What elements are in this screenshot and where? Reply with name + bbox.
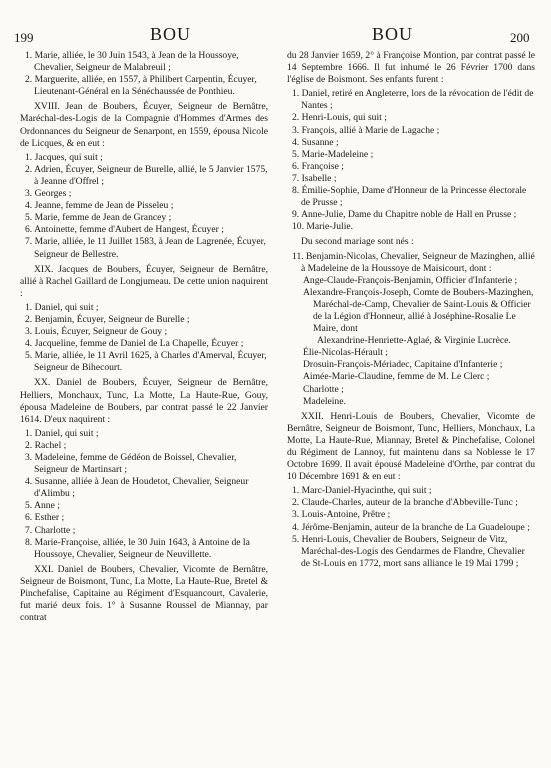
list-item: 1. Marc-Daniel-Hyacinthe, qui suit ; xyxy=(292,485,432,497)
list-item: 2. Rachel ; xyxy=(25,439,67,451)
list-item: 1. Daniel, retiré en Angleterre, lors de la révocation de l'édit de Nantes ; xyxy=(292,88,534,112)
list-item: 7. Marie, alliée, le 11 Juillet 1583, à Jean de Lagrenée, Écuyer, Seigneur de Bellestre. xyxy=(25,236,266,260)
list-item: Ange-Claude-François-Benjamin, Officier d'Infanterie ; xyxy=(303,274,518,286)
list-item: 4. Jeanne, femme de Jean de Pisseleu ; xyxy=(25,200,174,212)
list-item: 5. Henri-Louis, Chevalier de Boubers, Seigneur de Vitz, Maréchal-des-Logis des Gendarmes de Flandre, Chevalier de St-Louis en 1772, mort sans alliance le 19 Mai 1799 ; xyxy=(292,533,525,569)
list-item: 6. Françoise ; xyxy=(292,160,344,172)
list-item: 11. Benjamin-Nicolas, Chevalier, Seigneur de Mazinghen, allié à Madeleine de la Houssoye de Maisicourt, dont : xyxy=(292,250,535,274)
list-item: 1. Daniel, qui suit ; xyxy=(25,427,99,439)
children-list-xxii xyxy=(287,485,535,570)
list-item: Drosuin-François-Mériadec, Capitaine d'Infanterie ; xyxy=(303,359,503,371)
paragraph-xxii: XXII. Henri-Louis de Boubers, Chevalier, Vicomte de Bernâtre, Seigneur de Boismont, Tunc, Helliers, Monchaux, La Motte, La Haute-Rue, Miannay, Bretel & Pinchefalise, Colonel du Régiment de Lannoy, fut maintenu dans sa Noblesse le 17 Octobre 1699. Il avait épousé Madeleine d'Orthe, par contrat du 10 Décembre 1691 & en eut : xyxy=(287,410,535,483)
list-item: 2. Adrien, Écuyer, Seigneur de Burelle, allié, le 5 Janvier 1575, à Jeanne d'Offrel ; xyxy=(25,163,268,187)
list-item: 3. Georges ; xyxy=(25,188,72,200)
list-item: 3. Louis-Antoine, Prêtre ; xyxy=(292,509,391,521)
list-item: 5. Marie-Madeleine ; xyxy=(292,148,374,160)
list-item: 6. Esther ; xyxy=(25,512,65,524)
paragraph-continuation: du 28 Janvier 1659, 2° à Françoise Montion, par contrat passé le 14 Septembre 1666. Il fut inhumé le 26 Février 1700 dans l'église de Boismont. Ses enfants furent : xyxy=(287,50,535,86)
list-item: 5. Marie, alliée, le 11 Avril 1625, à Charles d'Amerval, Écuyer, Seigneur de Bihecourt. xyxy=(25,350,267,374)
list-item: Alexandrine-Henriette-Aglaé, & Virginie Lucrèce. xyxy=(317,335,511,347)
list-item: 10. Marie-Julie. xyxy=(292,221,354,233)
list-item: 2. Claude-Charles, auteur de la branche d'Abbeville-Tunc ; xyxy=(292,497,518,509)
top-list xyxy=(20,50,268,98)
paragraph-xxi: XXI. Daniel de Boubers, Chevalier, Vicomte de Bernâtre, Seigneur de Boismont, Tunc, La Motte, La Haute-Rue, Bretel & Pinchefalise, Capitaine au Régiment d'Esquancourt, Cavalerie, fut marié deux fois. 1° à Susanne Roussel de Miannay, par contrat xyxy=(20,563,268,624)
list-item: Charlotte ; xyxy=(303,383,344,395)
list-item: Alexandre-François-Joseph, Comte de Boubers-Mazinghen, Maréchal-de-Camp, Chevalier de Saint-Louis & Officier de la Légion d'Honneur, allié à Joséphine-Rosalie Le Maire, dont xyxy=(303,286,534,335)
list-item: 4. Susanne ; xyxy=(292,136,339,148)
list-item: 2. Marguerite, alliée, en 1557, à Philibert Carpentin, Écuyer, Lieutenant-Général en la Sénéchaussée de Ponthieu. xyxy=(25,74,257,98)
list-item: 1. Jacques, qui suit ; xyxy=(25,151,103,163)
list-item: 4. Jérôme-Benjamin, auteur de la branche de La Guadeloupe ; xyxy=(292,521,530,533)
list-item: 1. Daniel, qui suit ; xyxy=(25,301,99,313)
children-list-xix xyxy=(20,302,268,375)
children-list-xx xyxy=(20,428,268,561)
list-item: 3. François, allié à Marie de Lagache ; xyxy=(292,124,440,136)
list-item: 1. Marie, alliée, le 30 Juin 1543, à Jean de la Houssoye, Chevalier, Seigneur de Malabreuil ; xyxy=(25,50,239,74)
list-item: 8. Émilie-Sophie, Dame d'Honneur de la Princesse électorale de Prusse ; xyxy=(292,185,527,209)
running-title-left: BOU xyxy=(150,24,192,44)
left-column xyxy=(20,50,268,626)
list-item: 3. Louis, Écuyer, Seigneur de Gouy ; xyxy=(25,326,168,338)
right-column xyxy=(287,50,535,573)
list-item: Élie-Nicolas-Hérault ; xyxy=(303,347,388,359)
list-item: 4. Susanne, alliée à Jean de Houdetot, Chevalier, Seigneur d'Alimbu ; xyxy=(25,476,249,500)
page-number-right: 200 xyxy=(510,30,530,45)
paragraph-xviii: XVIII. Jean de Boubers, Écuyer, Seigneur de Bernâtre, Maréchal-des-Logis de la Compagnie d'Hommes d'Armes des Ordonnances du Seigneur de Senarpont, en 1559, épousa Nicole de Licques, & en eut : xyxy=(20,101,268,149)
paragraph-xx: XX. Daniel de Boubers, Écuyer, Seigneur de Bernâtre, Helliers, Monchaux, Tunc, La Motte, La Haute-Rue, Gouy, épousa Madeleine de Boubers, par contrat passé le 22 Janvier 1614. D'eux naquirent : xyxy=(20,377,268,425)
list-item: Aimée-Marie-Claudine, femme de M. Le Clerc ; xyxy=(303,371,490,383)
list-item: 3. Madeleine, femme de Gédéon de Boissel, Chevalier, Seigneur de Martinsart ; xyxy=(25,452,237,476)
list-item: 2. Benjamin, Écuyer, Seigneur de Burelle ; xyxy=(25,313,190,325)
list-item: 5. Anne ; xyxy=(25,500,60,512)
list-item: 5. Marie, femme de Jean de Grancey ; xyxy=(25,212,172,224)
running-title-right: BOU xyxy=(372,24,414,44)
list-item: 4. Jacqueline, femme de Daniel de La Chapelle, Écuyer ; xyxy=(25,338,244,350)
list-item: 6. Antoinette, femme d'Aubert de Hangest, Écuyer ; xyxy=(25,224,224,236)
children-list-first-marriage xyxy=(287,88,535,233)
paragraph-xix: XIX. Jacques de Boubers, Écuyer, Seigneur de Bernâtre, allié à Rachel Gaillard de Longjumeau. De cette union naquirent : xyxy=(20,263,268,299)
second-marriage-heading: Du second mariage sont nés : xyxy=(301,236,414,248)
children-list-xviii xyxy=(20,152,268,261)
list-item: 7. Isabelle ; xyxy=(292,172,337,184)
list-item: 2. Henri-Louis, qui suit ; xyxy=(292,112,387,124)
list-item: Madeleine. xyxy=(303,395,346,407)
list-item: 9. Anne-Julie, Dame du Chapitre noble de Hall en Prusse ; xyxy=(292,209,517,221)
children-list-second-marriage xyxy=(287,251,535,408)
list-item: 7. Charlotte ; xyxy=(25,524,76,536)
list-item: 8. Marie-Françoise, alliée, le 30 Juin 1643, à Antoine de la Houssoye, Chevalier, Seigneur de Neuvillette. xyxy=(25,536,250,560)
page-number-left: 199 xyxy=(14,30,34,45)
